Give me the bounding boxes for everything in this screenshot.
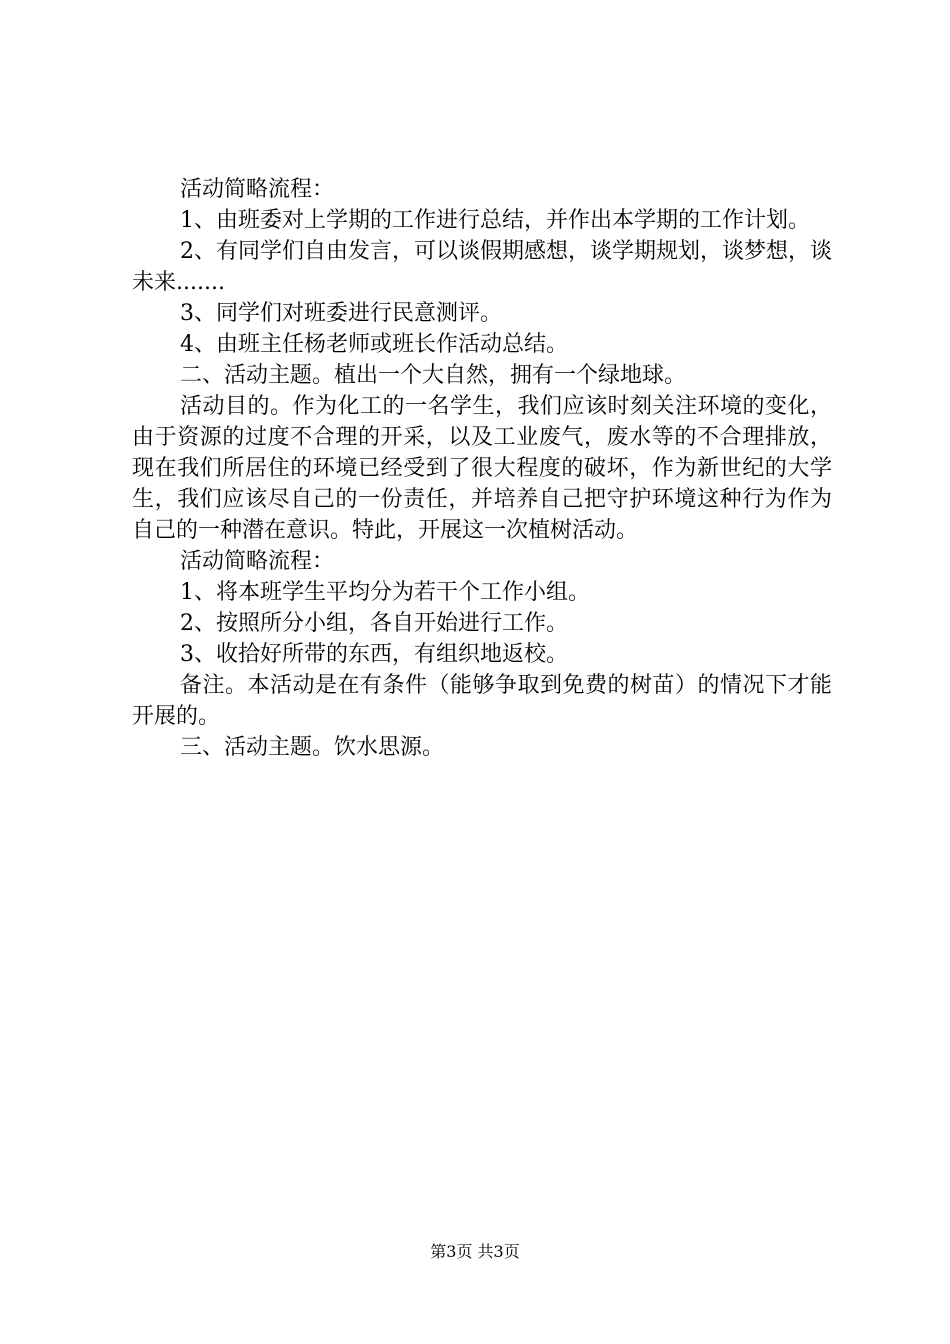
paragraph-step-4: 4、由班主任杨老师或班长作活动总结。 (180, 332, 568, 357)
section-heading-3: 三、活动主题。饮水思源。 (180, 735, 445, 760)
paragraph-step-3: 3、同学们对班委进行民意测评。 (180, 301, 502, 326)
paragraph-step-1: 1、由班委对上学期的工作进行总结，并作出本学期的工作计划。 (180, 208, 810, 233)
paragraph-purpose: 活动目的。作为化工的一名学生，我们应该时刻关注环境的变化，由于资源的过度不合理的开采，以及工业废气，废水等的不合理排放，现在我们所居住的环境已经受到了很大程度的破坏，作为新世纪的大学生，我们应该尽自己的一份责任，并培养自己把守护环境这种行为作为自己的一种潜在意识。特此，开展这一次植树活动。 (132, 394, 832, 543)
paragraph-tree-step-3: 3、收拾好所带的东西，有组织地返校。 (180, 642, 568, 667)
page-footer (0, 1242, 950, 1262)
page-indicator: 第3页 共3页 (430, 1242, 520, 1261)
paragraph-step-2: 2、有同学们自由发言，可以谈假期感想，谈学期规划，谈梦想，谈未来....... (132, 239, 832, 295)
document-body (132, 174, 832, 763)
section-heading-2: 二、活动主题。植出一个大自然，拥有一个绿地球。 (180, 363, 687, 388)
paragraph-tree-step-1: 1、将本班学生平均分为若干个工作小组。 (180, 580, 590, 605)
paragraph-note: 备注。本活动是在有条件（能够争取到免费的树苗）的情况下才能开展的。 (132, 673, 832, 729)
paragraph-process-heading-2: 活动简略流程： (180, 549, 335, 574)
paragraph-process-heading-1: 活动简略流程： (180, 177, 335, 202)
paragraph-tree-step-2: 2、按照所分小组，各自开始进行工作。 (180, 611, 568, 636)
